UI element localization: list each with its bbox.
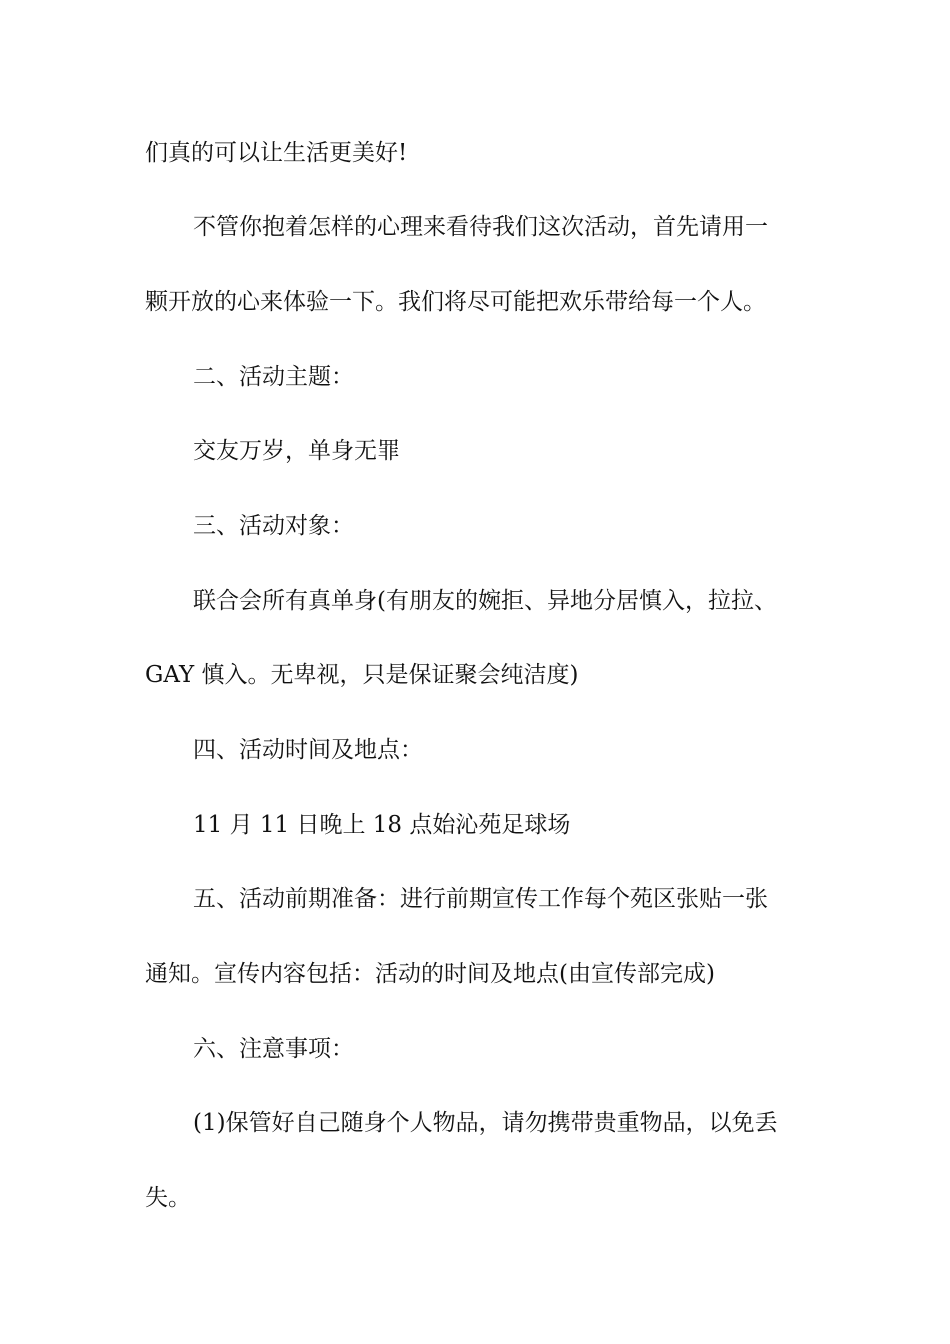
audience-text-line-2: GAY 慎入。无卑视，只是保证聚会纯洁度)	[145, 662, 579, 688]
audience-text-line-1: 联合会所有真单身(有朋友的婉拒、异地分居慎入，拉拉、	[193, 588, 777, 614]
paragraph-intro-line-1: 不管你抱着怎样的心理来看待我们这次活动，首先请用一	[193, 214, 768, 240]
preparation-text-line-2: 通知。宣传内容包括：活动的时间及地点(由宣传部完成)	[145, 961, 715, 987]
notes-item-1-line-2: 失。	[145, 1185, 191, 1211]
section-heading-notes: 六、注意事项：	[193, 1036, 354, 1062]
theme-text: 交友万岁，单身无罪	[193, 438, 400, 464]
time-place-text: 11 月 11 日晚上 18 点始沁苑足球场	[193, 812, 571, 838]
paragraph-intro-line-2: 颗开放的心来体验一下。我们将尽可能把欢乐带给每一个人。	[145, 289, 766, 315]
notes-item-1-line-1: (1)保管好自己随身个人物品，请勿携带贵重物品，以免丢	[193, 1110, 778, 1136]
paragraph-continuation-line: 们真的可以让生活更美好!	[145, 140, 408, 166]
preparation-text-line-1: 五、活动前期准备：进行前期宣传工作每个苑区张贴一张	[193, 886, 768, 912]
section-heading-audience: 三、活动对象：	[193, 513, 354, 539]
section-heading-time-place: 四、活动时间及地点：	[193, 737, 423, 763]
section-heading-theme: 二、活动主题：	[193, 364, 354, 390]
